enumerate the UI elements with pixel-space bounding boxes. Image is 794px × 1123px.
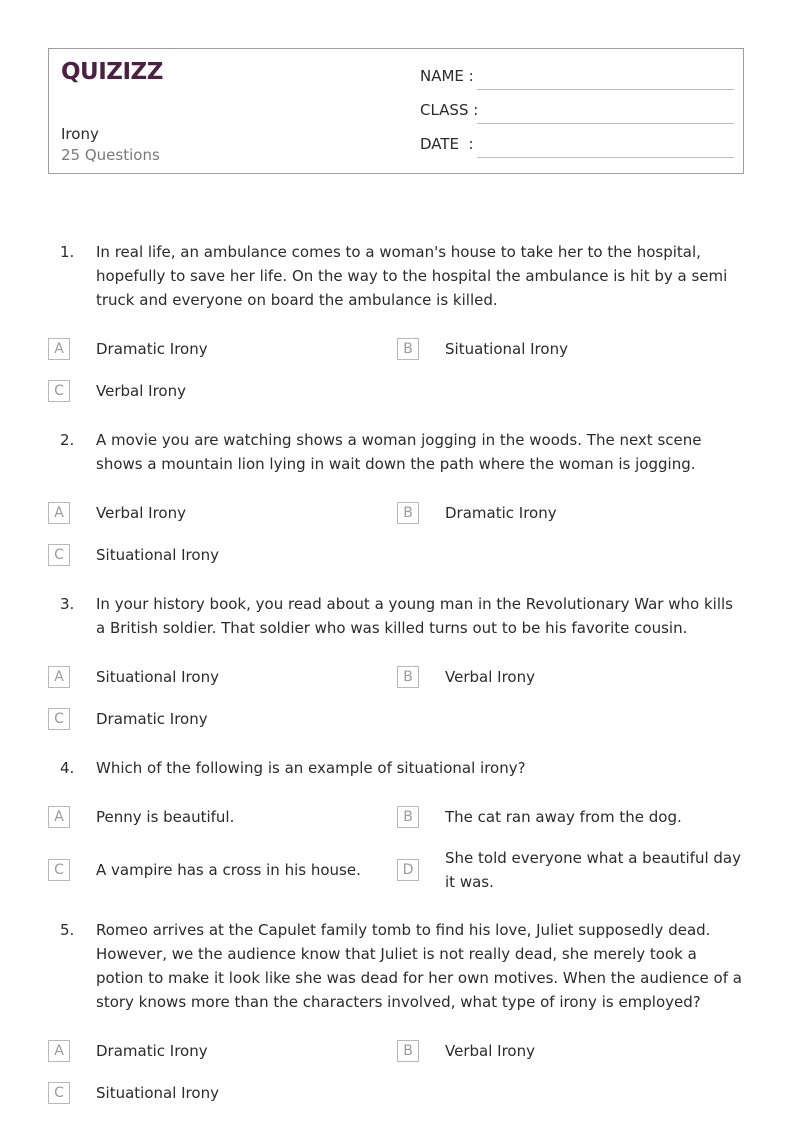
question-number: 1. <box>60 243 75 261</box>
option-text: Situational Irony <box>96 546 219 564</box>
name-field[interactable] <box>420 67 734 91</box>
question-text: Which of the following is an example of situational irony? <box>96 759 526 777</box>
option-text: She told everyone what a beautiful day it was. <box>445 849 741 891</box>
option-letter-box[interactable]: B <box>397 806 419 828</box>
option-letter-box[interactable]: B <box>397 666 419 688</box>
question-text: In real life, an ambulance comes to a woman's house to take her to the hospital, hopefully to save her life. On the way to the hospital the ambulance is hit by a semi truck and everyone on board the ambulance is killed. <box>96 243 728 309</box>
class-label: CLASS : <box>420 101 479 119</box>
question-number: 3. <box>60 595 75 613</box>
option-letter-box[interactable]: A <box>48 806 70 828</box>
option-text: Dramatic Irony <box>96 710 208 728</box>
question-number: 4. <box>60 759 75 777</box>
option-letter-box[interactable]: C <box>48 1082 70 1104</box>
option-text: Dramatic Irony <box>96 1042 208 1060</box>
class-line[interactable] <box>477 123 734 124</box>
question-text: A movie you are watching shows a woman jogging in the woods. The next scene shows a mountain lion lying in wait down the path where the woman is jogging. <box>96 431 702 473</box>
option-text: Penny is beautiful. <box>96 808 235 826</box>
option-text: Dramatic Irony <box>445 504 557 522</box>
option-letter-box[interactable]: A <box>48 338 70 360</box>
name-label: NAME : <box>420 67 474 85</box>
option-letter-box[interactable]: A <box>48 502 70 524</box>
option-letter-box[interactable]: C <box>48 380 70 402</box>
option-letter-box[interactable]: B <box>397 502 419 524</box>
option-text: The cat ran away from the dog. <box>445 808 682 826</box>
worksheet-title: Irony <box>61 125 99 143</box>
option-letter-box[interactable]: C <box>48 859 70 881</box>
class-field[interactable] <box>420 101 734 125</box>
option-letter-box[interactable]: A <box>48 666 70 688</box>
logo-text: QUIZIZZ <box>61 59 163 85</box>
option-text: Verbal Irony <box>96 382 186 400</box>
option-text: A vampire has a cross in his house. <box>96 861 361 879</box>
question-count: 25 Questions <box>61 146 160 164</box>
option-letter-box[interactable]: C <box>48 708 70 730</box>
option-text: Dramatic Irony <box>96 340 208 358</box>
question-text: In your history book, you read about a young man in the Revolutionary War who kills a British soldier. That soldier who was killed turns out to be his favorite cousin. <box>96 595 733 637</box>
worksheet-header <box>48 48 744 174</box>
quizizz-logo <box>61 57 163 87</box>
date-line[interactable] <box>477 157 734 158</box>
option-text: Verbal Irony <box>96 504 186 522</box>
question-number: 5. <box>60 921 75 939</box>
question-text: Romeo arrives at the Capulet family tomb to find his love, Juliet supposedly dead. However, we the audience know that Juliet is not really dead, she merely took a potion to make it look like she was dead for her own motives. When the audience of a story knows more than the characters involved, what type of irony is employed? <box>96 921 742 1011</box>
option-text: Verbal Irony <box>445 1042 535 1060</box>
option-letter-box[interactable]: A <box>48 1040 70 1062</box>
option-text: Situational Irony <box>96 668 219 686</box>
option-letter-box[interactable]: C <box>48 544 70 566</box>
option-letter-box[interactable]: B <box>397 338 419 360</box>
name-line[interactable] <box>477 89 734 90</box>
question-number: 2. <box>60 431 75 449</box>
option-text: Situational Irony <box>445 340 568 358</box>
date-field[interactable] <box>420 135 734 159</box>
option-text: Situational Irony <box>96 1084 219 1102</box>
option-letter-box[interactable]: D <box>397 859 419 881</box>
date-label: DATE : <box>420 135 474 153</box>
option-letter-box[interactable]: B <box>397 1040 419 1062</box>
option-text: Verbal Irony <box>445 668 535 686</box>
